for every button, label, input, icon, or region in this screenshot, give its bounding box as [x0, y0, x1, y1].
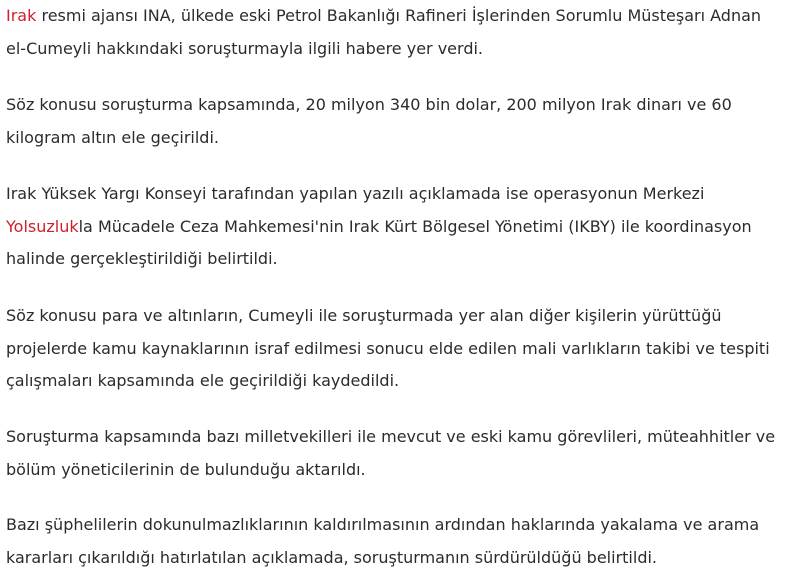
paragraph-3-text-after: la Mücadele Ceza Mahkemesi'nin Irak Kürt Bölgesel Yönetimi (IKBY) ile koordinasyon halinde gerçekleştirildiği belirtildi. — [6, 216, 752, 268]
paragraph-3-text-before: Irak Yüksek Yargı Konseyi tarafından yapılan yazılı açıklamada ise operasyonun Merkezi — [6, 184, 705, 203]
article-paragraph-4 — [6, 300, 786, 398]
article-paragraph-3 — [6, 178, 786, 276]
paragraph-4-text: Söz konusu para ve altınların, Cumeyli ile soruşturmada yer alan diğer kişilerin yürüttüğü projelerde kamu kaynaklarının israf edilmesi sonucu elde edilen mali varlıkların takibi ve tespiti çalışmaları kapsamında ele geçirildiği kaydedildi. — [6, 306, 770, 390]
paragraph-2-text: Söz konusu soruşturma kapsamında, 20 milyon 340 bin dolar, 200 milyon Irak dinarı ve 60 kilogram altın ele geçirildi. — [6, 95, 732, 147]
link-yolsuzluk[interactable]: Yolsuzluk — [6, 216, 79, 236]
article-paragraph-1 — [6, 0, 786, 65]
paragraph-6-text: Bazı şüphelilerin dokunulmazlıklarının kaldırılmasının ardından haklarında yakalama ve arama kararları çıkarıldığı hatırlatılan açıklamada, soruşturmanın sürdürüldüğü belirtildi. — [6, 515, 760, 567]
link-irak[interactable]: Irak — [6, 6, 37, 25]
article-paragraph-6 — [6, 509, 786, 574]
article-paragraph-5 — [6, 421, 786, 486]
paragraph-5-text: Soruşturma kapsamında bazı milletvekilleri ile mevcut ve eski kamu görevlileri, müteahhitler ve bölüm yöneticilerinin de bulunduğu aktarıldı. — [6, 427, 776, 479]
paragraph-1-text: resmi ajansı INA, ülkede eski Petrol Bakanlığı Rafineri İşlerinden Sorumlu Müsteşarı Adnan el-Cumeyli hakkındaki soruşturmayla ilgili habere yer verdi. — [6, 6, 762, 58]
article-paragraph-2 — [6, 89, 786, 154]
